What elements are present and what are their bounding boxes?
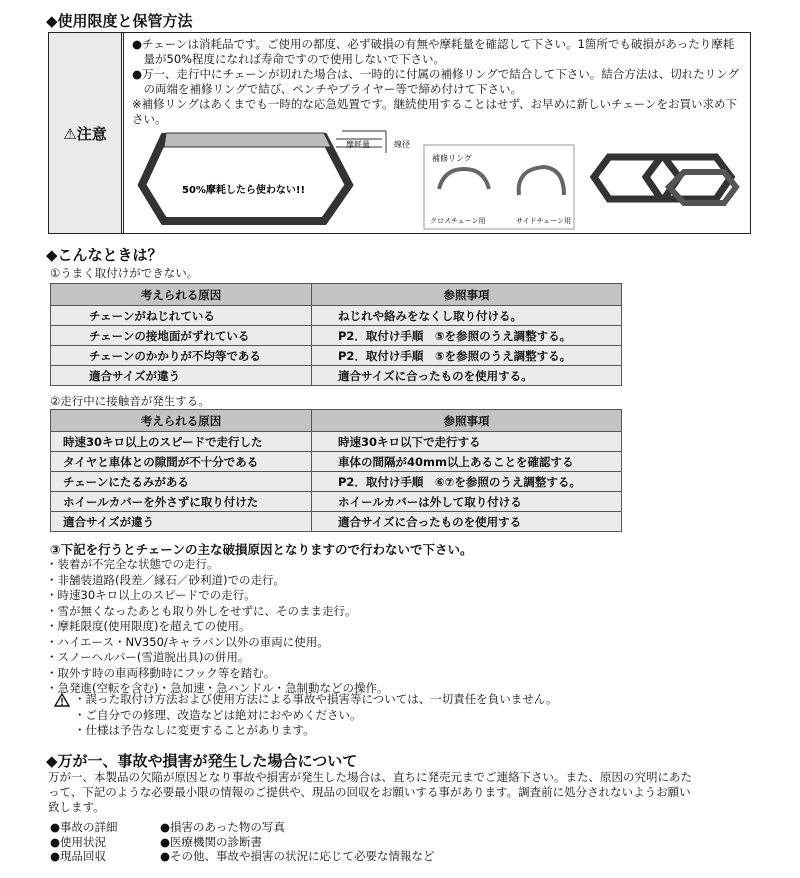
table-cell: ホイールカバーは外して取り付ける: [312, 492, 622, 512]
list-item: ・時速30キロ以上のスピードでの走行。: [46, 588, 256, 602]
table-row: [51, 366, 622, 386]
table-header-row: [51, 284, 622, 306]
side-ring-label: サイドチェーン用: [516, 217, 572, 225]
paragraph-line: 致します。: [48, 800, 105, 814]
table-row: [51, 306, 622, 326]
list-item: ・取外す時の車両移動時にフック等を踏む。: [46, 665, 276, 680]
case2-table: [50, 409, 622, 532]
column-header: 考えられる原因: [51, 410, 312, 432]
list-item: ●使用状況: [50, 834, 107, 849]
list-item: ・装着が不完全な状態での走行。: [46, 557, 219, 571]
caution-content: [123, 33, 750, 233]
list-item: ・スノーヘルパー(雪道脱出具)の併用。: [46, 650, 250, 664]
warning-item: ・誤った取付け方法および使用方法による事故や損害等については、一切責任を負いません。: [74, 692, 558, 706]
info-list-left: [50, 820, 118, 864]
diameter-label: 線径: [394, 140, 410, 149]
table-cell: 適合サイズが違う: [51, 366, 312, 386]
paragraph-line: って、下記のような必要最小限の情報のご提供や、現品の回収をお願いする事があります。調査前に処分されないようお願い: [48, 785, 691, 799]
column-header: 考えられる原因: [51, 284, 312, 306]
wear-note: 50%摩耗したら使わない!!: [182, 185, 306, 196]
table-cell: チェーンにたるみがある: [51, 472, 312, 492]
table-cell: P2．取付け手順 ⑤を参照のうえ調整する。: [312, 326, 622, 346]
table-cell: チェーンのかかりが不均等である: [51, 346, 312, 366]
table-cell: 適合サイズに合ったものを使用する: [312, 512, 622, 532]
case1-table: [50, 283, 622, 386]
warning-item: ・ご自分での修理、改造などは絶対におやめください。: [74, 707, 362, 722]
warnings-list: [74, 692, 557, 739]
caution-box: [48, 32, 751, 234]
table-row: [51, 346, 622, 366]
case2-subtitle: ②走行中に接触音が発生する。: [50, 394, 210, 408]
list-item: ・雪が無くなったあとも取り外しをせずに、そのまま走行。: [46, 603, 357, 618]
table-cell: 適合サイズが違う: [51, 512, 312, 532]
table-cell: タイヤと車体との隙間が不十分である: [51, 452, 312, 472]
list-item: ●事故の詳細: [50, 820, 118, 834]
warning-icon: [54, 693, 70, 707]
caution-line: ●チェーンは消耗品です。ご使用の都度、必ず破損の有無や摩耗量を確認して下さい。1箇所でも破損があったり摩耗: [132, 37, 735, 51]
table-cell: チェーンがねじれている: [51, 306, 312, 326]
list-item: ・非舗装道路(段差／縁石／砂利道)での走行。: [46, 572, 285, 587]
table-row: [51, 492, 622, 512]
case3-title: ③下記を行うとチェーンの主な破損原因となりますので行わないで下さい。: [50, 542, 473, 557]
section-title-accident: ◆万が一、事故や損害が発生した場合について: [46, 752, 358, 770]
caution-label: ⚠注意: [49, 33, 122, 233]
case1-subtitle: ①うまく取付けができない。: [50, 266, 199, 280]
table-row: [51, 512, 622, 532]
case3-list: [46, 557, 388, 697]
info-list-right: [160, 820, 435, 864]
column-header: 参照事項: [312, 410, 622, 432]
wear-figure: [124, 117, 752, 233]
table-cell: 時速30キロ以上のスピードで走行した: [51, 432, 312, 452]
caution-line: ※補修リングはあくまでも一時的な応急処置です。継続使用することはせず、お早めに新しいチェーンをお買い求め下さい。: [132, 97, 737, 126]
caution-line: ●万一、走行中にチェーンが切れた場合は、一時的に付属の補修リングで結合して下さい。結合方法は、切れたリング: [132, 67, 739, 81]
caution-line: 量が50%程度になれば寿命ですので使用しないで下さい。: [132, 52, 446, 66]
accident-paragraph: [48, 770, 748, 815]
table-cell: P2．取付け手順 ⑥⑦を参照のうえ調整する。: [312, 472, 622, 492]
warning-item: ・仕様は予告なしに変更することがあります。: [74, 723, 315, 737]
table-cell: ねじれや絡みをなくし取り付ける。: [312, 306, 622, 326]
table-row: [51, 472, 622, 492]
table-cell: チェーンの接地面がずれている: [51, 326, 312, 346]
table-row: [51, 452, 622, 472]
paragraph-line: 万が一、本製品の欠陥が原因となり事故や損害が発生した場合は、直ちに発売元までご連絡下さい。また、原因の究明にあた: [48, 770, 692, 784]
list-item: ●損害のあった物の写真: [160, 820, 285, 834]
list-item: ・ハイエース・NV350/キャラバン以外の車両に使用。: [46, 634, 329, 649]
list-item: ●その他、事故や損害の状況に応じて必要な情報など: [160, 849, 435, 863]
chain-links-illustration: [594, 157, 736, 203]
table-cell: ホイールカバーを外さずに取り付けた: [51, 492, 312, 512]
table-header-row: [51, 410, 622, 432]
table-cell: 時速30キロ以下で走行する: [312, 432, 622, 452]
caution-line: の両端を補修リングで結び、ペンチやプライヤー等で締め付けて下さい。: [132, 82, 522, 96]
table-row: [51, 432, 622, 452]
list-item: ●現品回収: [50, 849, 107, 863]
cross-ring-label: クロスチェーン用: [430, 217, 486, 225]
list-item: ●医療機関の診断書: [160, 834, 263, 849]
table-cell: 適合サイズに合ったものを使用する。: [312, 366, 622, 386]
wear-label: 摩耗量: [346, 140, 370, 149]
list-item: ・急発進(空転を含む)・急加速・急ハンドル・急制動などの操作。: [46, 681, 389, 695]
column-header: 参照事項: [312, 284, 622, 306]
table-cell: P2．取付け手順 ⑤を参照のうえ調整する。: [312, 346, 622, 366]
list-item: ・摩耗限度(使用限度)を超えての使用。: [46, 619, 251, 633]
repair-ring-title: 補修リング: [432, 154, 472, 163]
caution-text: [124, 33, 750, 127]
table-row: [51, 326, 622, 346]
section-title-usage: ◆使用限度と保管方法: [46, 12, 193, 30]
table-cell: 車体の間隔が40mm以上あることを確認する: [312, 452, 622, 472]
section-title-troubleshoot: ◆こんなときは？: [46, 246, 163, 264]
